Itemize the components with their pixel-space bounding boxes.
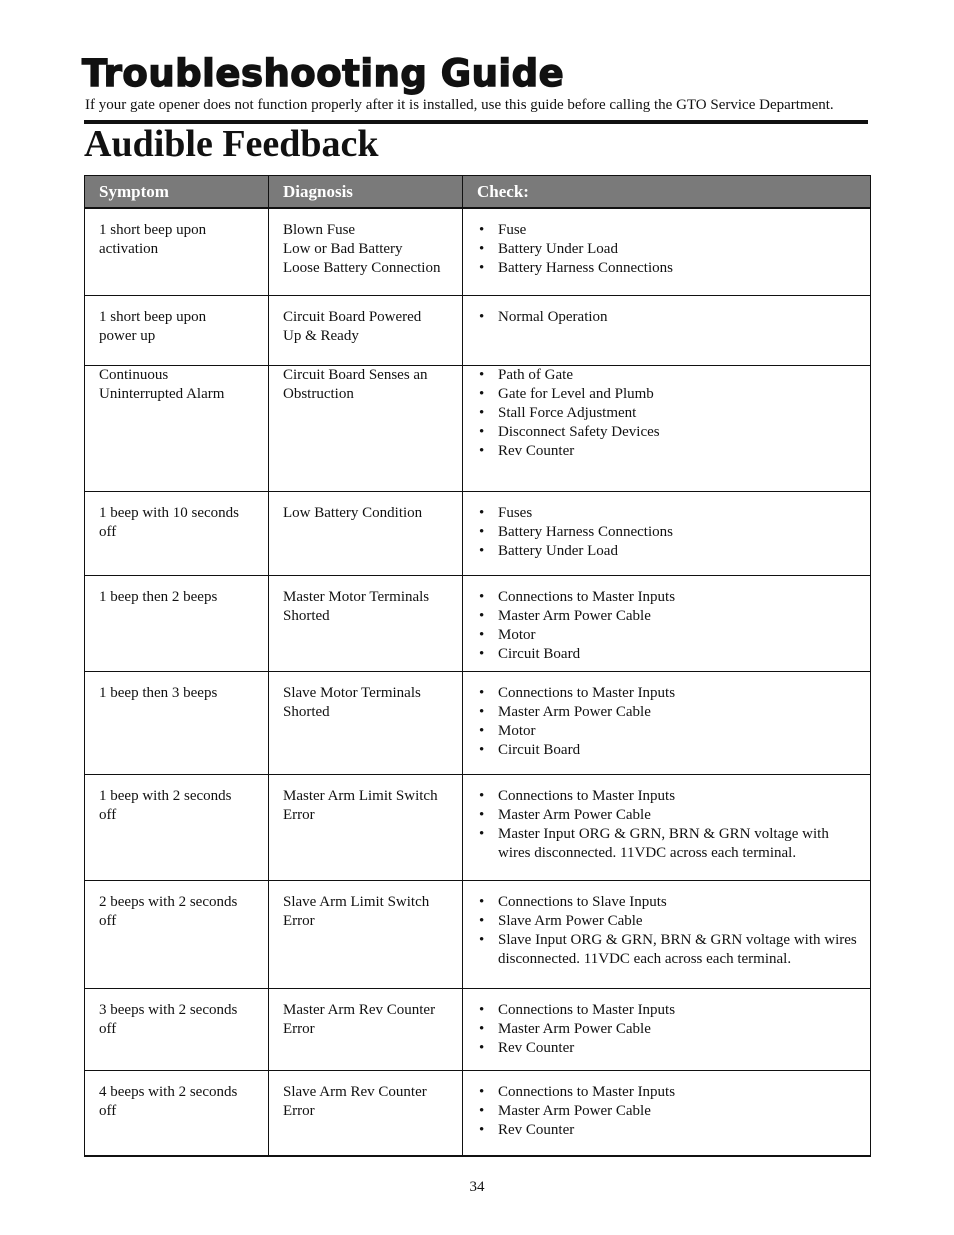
symptom-cell	[85, 365, 269, 491]
check-list	[477, 504, 860, 561]
intro-text: If your gate opener does not function properly after it is installed, use this guide before calling the GTO Service Department.	[85, 97, 834, 113]
section-title: Audible Feedback	[84, 123, 379, 165]
symptom-cell	[85, 208, 269, 295]
check-cell	[463, 365, 871, 491]
check-item: • Disconnect Safety Devices	[477, 423, 860, 442]
check-cell	[463, 208, 871, 295]
diagnosis-text: Slave Arm Limit Switch	[283, 893, 430, 910]
symptom-cell	[85, 491, 269, 575]
check-item: • Motor	[477, 722, 860, 741]
check-item: • Connections to Slave Inputs	[477, 893, 860, 912]
check-list	[477, 1083, 860, 1140]
page-number: 34	[469, 1179, 485, 1195]
diagnosis-text: Low Battery Condition	[283, 504, 423, 521]
diagnosis-cell	[269, 880, 463, 988]
check-item: • Motor	[477, 626, 860, 645]
diagnosis-text: Error	[283, 806, 315, 823]
check-item: • Connections to Master Inputs	[477, 1083, 860, 1102]
check-item: • Rev Counter	[477, 1039, 860, 1058]
table-row	[85, 880, 871, 988]
symptom-text: off	[99, 912, 117, 929]
diagnosis-text: Slave Arm Rev Counter	[283, 1083, 427, 1100]
check-item: • Gate for Level and Plumb	[477, 385, 860, 404]
check-list	[477, 366, 860, 461]
symptom-text: 1 short beep upon	[99, 222, 207, 238]
symptom-text: 1 beep then 3 beeps	[99, 684, 218, 701]
diagnosis-text: Circuit Board Senses an	[283, 366, 428, 383]
diagnosis-cell	[269, 774, 463, 880]
diagnosis-cell	[269, 575, 463, 671]
check-item: • Rev Counter	[477, 1121, 860, 1140]
table-row	[85, 575, 871, 671]
check-item: • Circuit Board	[477, 645, 860, 664]
diagnosis-cell	[269, 1070, 463, 1156]
check-cell	[463, 988, 871, 1070]
symptom-text: 2 beeps with 2 seconds	[99, 893, 238, 910]
symptom-text: 1 short beep upon	[99, 308, 207, 325]
column-header-check: Check:	[463, 176, 871, 209]
table-row	[85, 208, 871, 295]
diagnosis-text: Blown Fuse	[283, 222, 356, 238]
table-row	[85, 491, 871, 575]
diagnosis-text: Error	[283, 1020, 315, 1037]
table-row	[85, 295, 871, 365]
symptom-cell	[85, 671, 269, 774]
audible-feedback-table	[84, 175, 871, 1157]
diagnosis-text: Error	[283, 912, 315, 929]
table-row	[85, 365, 871, 491]
check-item: • Path of Gate	[477, 366, 860, 385]
symptom-text: 1 beep then 2 beeps	[99, 588, 218, 605]
symptom-text: off	[99, 523, 117, 540]
table-row	[85, 988, 871, 1070]
check-item: • Fuse	[477, 221, 860, 240]
check-cell	[463, 880, 871, 988]
symptom-text: off	[99, 1102, 117, 1119]
check-list	[477, 893, 860, 969]
table-row	[85, 671, 871, 774]
check-item: • Battery Under Load	[477, 542, 860, 561]
check-list	[477, 684, 860, 760]
check-item: • Master Arm Power Cable	[477, 1102, 860, 1121]
check-item: • Connections to Master Inputs	[477, 787, 860, 806]
diagnosis-text: Slave Motor Terminals	[283, 684, 421, 701]
symptom-text: activation	[99, 241, 159, 257]
diagnosis-cell	[269, 671, 463, 774]
table-row	[85, 774, 871, 880]
check-item: • Connections to Master Inputs	[477, 1001, 860, 1020]
diagnosis-text: Obstruction	[283, 385, 354, 402]
check-cell	[463, 1070, 871, 1156]
table-row	[85, 1070, 871, 1156]
check-cell	[463, 295, 871, 365]
check-list	[477, 221, 860, 278]
diagnosis-text: Master Arm Limit Switch	[283, 787, 438, 804]
symptom-cell	[85, 774, 269, 880]
column-header-diagnosis: Diagnosis	[269, 176, 463, 209]
symptom-text: 1 beep with 2 seconds	[99, 787, 232, 804]
check-item: • Battery Harness Connections	[477, 259, 860, 278]
diagnosis-text: Circuit Board Powered	[283, 308, 422, 325]
diagnosis-text: Master Arm Rev Counter	[283, 1001, 436, 1018]
check-item: • Battery Harness Connections	[477, 523, 860, 542]
symptom-cell	[85, 1070, 269, 1156]
check-cell	[463, 774, 871, 880]
check-item: • Master Input ORG & GRN, BRN & GRN voltage with wires disconnected. 11VDC across each terminal.	[477, 825, 860, 863]
check-item: • Master Arm Power Cable	[477, 806, 860, 825]
diagnosis-cell	[269, 988, 463, 1070]
diagnosis-cell	[269, 295, 463, 365]
diagnosis-text: Shorted	[283, 703, 330, 720]
symptom-cell	[85, 880, 269, 988]
diagnosis-cell	[269, 365, 463, 491]
check-item: • Rev Counter	[477, 442, 860, 461]
diagnosis-cell	[269, 491, 463, 575]
symptom-text: 1 beep with 10 seconds	[99, 504, 239, 521]
symptom-text: 3 beeps with 2 seconds	[99, 1001, 238, 1018]
check-item: • Fuses	[477, 504, 860, 523]
check-cell	[463, 671, 871, 774]
symptom-text: Continuous	[99, 366, 169, 383]
check-item: • Master Arm Power Cable	[477, 703, 860, 722]
check-item: • Normal Operation	[477, 308, 860, 327]
check-list	[477, 1001, 860, 1058]
check-item: • Master Arm Power Cable	[477, 1020, 860, 1039]
diagnosis-text: Low or Bad Battery	[283, 241, 403, 257]
check-list	[477, 787, 860, 863]
check-list	[477, 588, 860, 664]
check-item: • Slave Input ORG & GRN, BRN & GRN voltage with wires disconnected. 11VDC each across each terminal.	[477, 931, 860, 969]
symptom-text: power up	[99, 327, 156, 344]
check-item: • Connections to Master Inputs	[477, 588, 860, 607]
check-list	[477, 308, 860, 327]
symptom-text: Uninterrupted Alarm	[99, 385, 225, 402]
check-item: • Slave Arm Power Cable	[477, 912, 860, 931]
symptom-cell	[85, 575, 269, 671]
symptom-text: off	[99, 806, 117, 823]
symptom-cell	[85, 295, 269, 365]
check-item: • Connections to Master Inputs	[477, 684, 860, 703]
diagnosis-text: Up & Ready	[283, 327, 359, 344]
column-header-symptom: Symptom	[85, 176, 269, 209]
diagnosis-text: Error	[283, 1102, 315, 1119]
symptom-text: off	[99, 1020, 117, 1037]
check-item: • Master Arm Power Cable	[477, 607, 860, 626]
page-title: Troubleshooting Guide	[82, 52, 565, 95]
check-cell	[463, 491, 871, 575]
diagnosis-text: Shorted	[283, 607, 330, 624]
table-body	[85, 208, 871, 1156]
diagnosis-cell	[269, 208, 463, 295]
symptom-cell	[85, 988, 269, 1070]
symptom-text: 4 beeps with 2 seconds	[99, 1083, 238, 1100]
check-item: • Stall Force Adjustment	[477, 404, 860, 423]
check-item: • Circuit Board	[477, 741, 860, 760]
table-header-row	[85, 176, 871, 209]
check-cell	[463, 575, 871, 671]
diagnosis-text: Loose Battery Connection	[283, 260, 441, 276]
check-item: • Battery Under Load	[477, 240, 860, 259]
diagnosis-text: Master Motor Terminals	[283, 588, 430, 605]
